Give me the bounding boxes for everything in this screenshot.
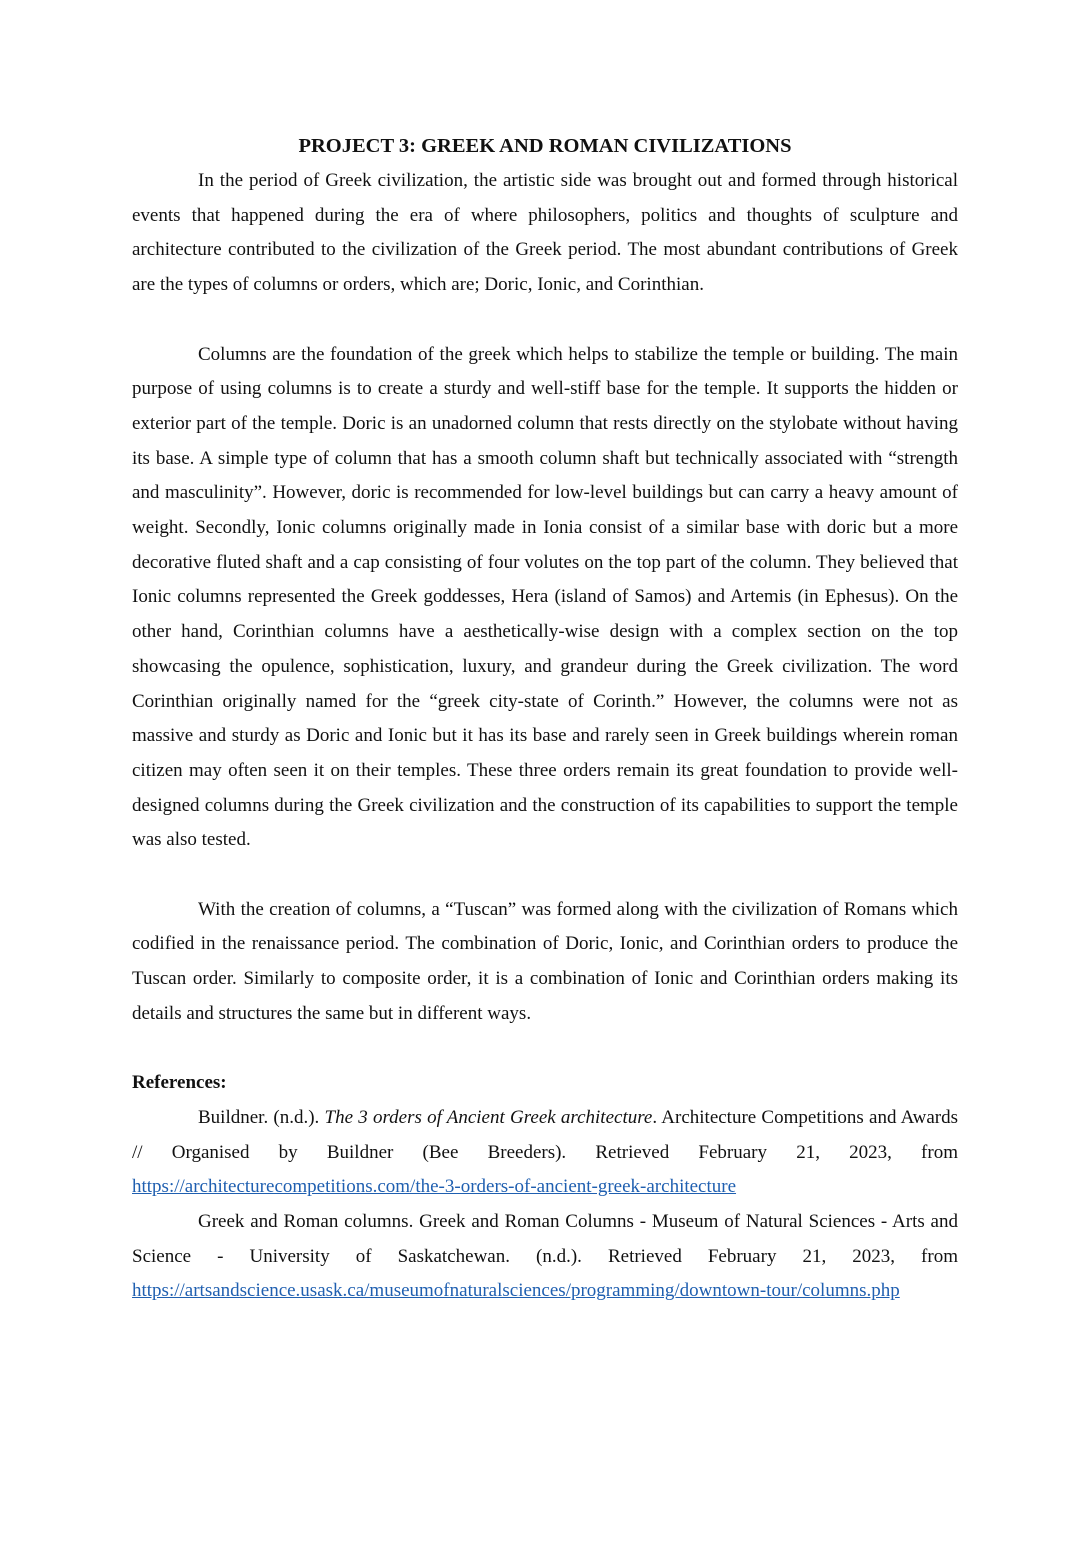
paragraph-spacer	[132, 858, 958, 893]
reference-item	[132, 1101, 958, 1205]
reference-text: . Architecture Competitions and Awards // Organised by Buildner (Bee Breeders). Retrieved February 21, 2023, from	[132, 1106, 958, 1163]
reference-text: Buildner. (n.d.).	[198, 1106, 325, 1128]
paragraph-columns: Columns are the foundation of the greek which helps to stabilize the temple or building. The main purpose of using columns is to create a sturdy and well-stiff base for the temple. It supports the hidden or exterior part of the temple. Doric is an unadorned column that rests directly on the stylobate without having its base. A simple type of column that has a smooth column shaft but technically associated with “strength and masculinity”. However, doric is recommended for low-level buildings but can carry a heavy amount of weight. Secondly, Ionic columns originally made in Ionia consist of a similar base with doric but a more decorative fluted shaft and a cap consisting of four volutes on the top part of the column. They believed that Ionic columns represented the Greek goddesses, Hera (island of Samos) and Artemis (in Ephesus). On the other hand, Corinthian columns have a aesthetically-wise design with a complex section on the top showcasing the opulence, sophistication, luxury, and grandeur during the Greek civilization. The word Corinthian originally named for the “greek city-state of Corinth.” However, the columns were not as massive and sturdy as Doric and Ionic but it has its base and rarely seen in Greek buildings wherein roman citizen may often seen it on their temples. These three orders remain its great foundation to provide well-designed columns during the Greek civilization and the construction of its capabilities to support the temple was also tested.	[132, 343, 958, 851]
reference-link[interactable]: https://architecturecompetitions.com/the-3-orders-of-ancient-greek-architecture	[132, 1176, 737, 1198]
references-heading: References:	[132, 1072, 227, 1094]
reference-item	[132, 1205, 958, 1309]
paragraph-intro: In the period of Greek civilization, the artistic side was brought out and formed through historical events that happened during the era of where philosophers, politics and thoughts of sculpture and architecture contributed to the civilization of the Greek period. The most abundant contributions of Greek are the types of columns or orders, which are; Doric, Ionic, and Corinthian.	[132, 170, 958, 296]
reference-link[interactable]: https://artsandscience.usask.ca/museumofnaturalsciences/programming/downtown-tour/columns.php	[132, 1280, 900, 1302]
document-page	[132, 128, 958, 1309]
paragraph-spacer	[132, 1032, 958, 1067]
paragraph-spacer	[132, 303, 958, 338]
reference-text: Greek and Roman columns. Greek and Roman Columns - Museum of Natural Sciences - Arts and Science - University of Saskatchewan. (n.d.). Retrieved February 21, 2023, from	[132, 1211, 958, 1267]
document-title: PROJECT 3: GREEK AND ROMAN CIVILIZATIONS	[298, 135, 792, 157]
paragraph-tuscan: With the creation of columns, a “Tuscan” was formed along with the civilization of Romans which codified in the renaissance period. The combination of Doric, Ionic, and Corinthian orders to produce the Tuscan order. Similarly to composite order, it is a combination of Ionic and Corinthian orders making its details and structures the same but in different ways.	[132, 898, 958, 1024]
reference-title: The 3 orders of Ancient Greek architecture	[324, 1106, 653, 1128]
